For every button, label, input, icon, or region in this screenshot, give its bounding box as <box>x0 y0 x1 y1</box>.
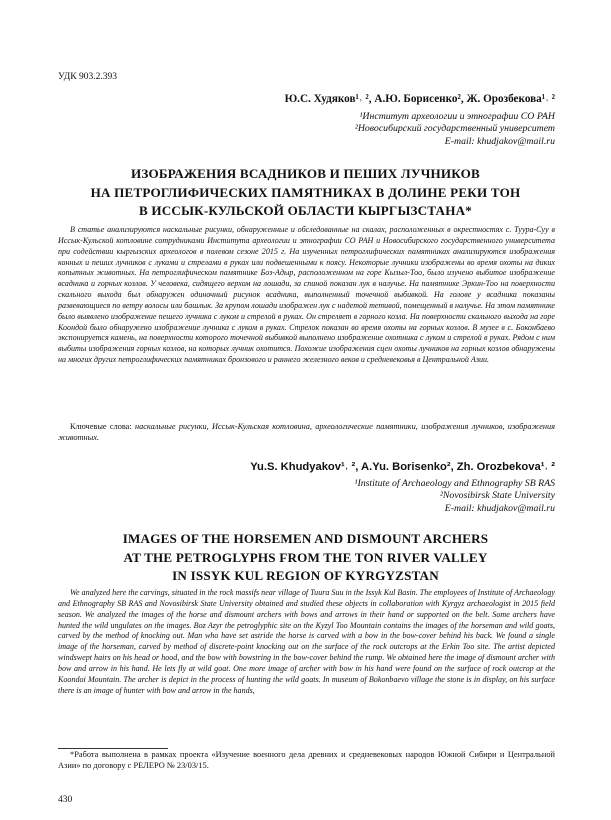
title-ru-line-1: ИЗОБРАЖЕНИЯ ВСАДНИКОВ И ПЕШИХ ЛУЧНИКОВ <box>131 166 480 181</box>
affiliation-ru-1: ¹Институт археологии и этнографии СО РАН <box>359 111 555 122</box>
title-en-line-2: AT THE PETROGLYPHS FROM THE TON RIVER VALLEY <box>123 549 488 565</box>
authors-en: Yu.S. Khudyakov¹˒ ², A.Yu. Borisenko², Zh. Orozbekova¹˒ ² <box>250 461 555 473</box>
abstract-ru: В статье анализируются наскальные рисунки, обнаруженные и обследованные на скалах, расположенных в окрестностях с. Туура-Суу в Иссык-Кульской котловине сотрудниками Института археологии и этнографии СО РАН и Новосибирского государственного университета при содействии кыргызских археологов в полевом сезоне 2015 г. На изученных петроглифических памятниках анализируются изображения конных и пеших лучников с луками и стрелами в руках или подвешенными к поясу. Некоторые лучники изображены во время охоты на диких копытных животных. На петроглифическом памятнике Боз-Адыр, расположенном на горе Кызыл-Тоо, было изучено выбитое изображение всадника и горных козлов. У человека, сидящего верхом на лошади, за спиной показан лук в налучье. На памятнике Эркин-Тоо на поверхности скального выхода был обнаружен одиночный рисунок всадника, выполненный точечной выбивкой. На голове у всадника показаны развевающиеся по ветру волосы или башлык. За крупом лошади изображен лук с надетой тетивой, помещенный в налучье. На этом памятнике было выявлено изображение пешего лучника с луком и стрелой в руках. Он стреляет в горного козла. На поверхности скального выхода на горе Коондой было обнаружено изображение лучника с луком в руках. Стрелок показан во время охоты на горных козлов. В музее в с. Боконбаево экспонируется камень, на поверхности которого точечной выбивкой выполнено изображение охотника с луком и стрелой в руках. Рядом с ним выбиты изображения горных козлов, на которых лучник охотится. Похожие изображения сцен охоты лучников на горных козлов обнаружены на многих других петроглифических памятниках бронзового и раннего железного веков и средневековья в Центральной Азии. <box>58 225 555 365</box>
title-ru-line-3: В ИССЫК-КУЛЬСКОЙ ОБЛАСТИ КЫРГЫЗСТАНА* <box>138 203 473 219</box>
footnote-divider <box>58 748 168 749</box>
title-ru <box>40 165 571 221</box>
affiliation-ru-2: ²Новосибирский государственный университет <box>354 123 555 135</box>
email-ru: E-mail: khudjakov@mail.ru <box>444 135 555 147</box>
authors-ru: Ю.С. Худяков¹˒ ², А.Ю. Борисенко², Ж. Орозбекова¹˒ ² <box>284 93 555 105</box>
keywords-ru <box>58 422 555 444</box>
email-en: E-mail: khudjakov@mail.ru <box>444 502 555 514</box>
keywords-text: наскальные рисунки, Иссык-Кульская котловина, археологические памятники, изображения лучников, изображения животных. <box>58 422 555 442</box>
keywords-label: Ключевые слова: <box>70 422 132 431</box>
page-number: 430 <box>58 795 73 805</box>
udk-code: УДК 903.2.393 <box>58 72 117 82</box>
footnote: *Работа выполнена в рамках проекта «Изучение военного дела древних и средневековых народов Южной Сибири и Центральной Азии» по договору с РЕЛЕРО № 23/03/15. <box>58 750 555 770</box>
affiliations-ru <box>355 111 555 148</box>
affiliations-en <box>355 478 555 515</box>
title-en-line-3: IN ISSYK KUL REGION OF KYRGYZSTAN <box>172 568 439 584</box>
abstract-en: We analyzed here the carvings, situated in the rock massifs near village of Tuura Suu in the Issyk Kul Basin. The employees of Institute of Archaeology and Ethnography SB RAS and Novosibirsk State University obtained and studied these objects in collaboration with Kyrgyz archaeologist in 2015 field season. We analyzed the images of the horse and dismount archers with bows and arrows in their hand or supported on the belt. Some archers have hunted the wild ungulates on the images. Boz Azyr the petroglyphic site on the Kyzyl Too Mountain contains the images of the horseman and wild goats, carved by the method of knocking out. Man who have set astride the horse is carved with a bow in the bow-cover behind his back. We found a single image of the horseman, carved by method of discrete-point knocking out on the surface of the rock outcrops at the Erkin Too site. The artist depicted windswept hairs on his head or hood, and the bow with bowstring in the bow-cover behind the rump. We obtained here the image of dismount archer with bow and arrow in his hand. He lets fly at wild goat. One more image of archer with bow in his hand were found on the surface of rock outcrop at the Koondoi Mountain. The archer is depict in the process of hunting the wild goats. In museum of Bokonbaevo village the stone is in display, on his surface there is an image of hunter with bow and arrow in the hands, <box>58 588 555 695</box>
title-en-line-1: IMAGES OF THE HORSEMEN AND DISMOUNT ARCHERS <box>122 531 489 546</box>
affiliation-en-1: ¹Institute of Archaeology and Ethnography SB RAS <box>354 478 555 489</box>
title-ru-line-2: НА ПЕТРОГЛИФИЧЕСКИХ ПАМЯТНИКАХ В ДОЛИНЕ РЕКИ ТОН <box>90 184 521 200</box>
title-en <box>40 530 571 586</box>
affiliation-en-2: ²Novosibirsk State University <box>439 490 555 502</box>
